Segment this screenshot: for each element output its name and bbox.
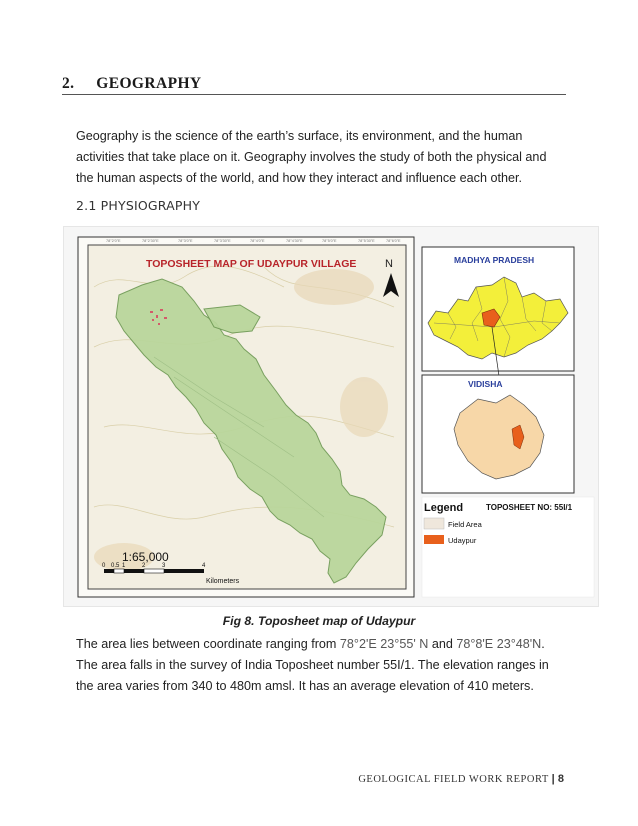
page-footer (358, 773, 564, 785)
legend-swatch-udaypur (424, 535, 444, 544)
svg-text:78°2'30"E: 78°2'30"E (142, 239, 159, 243)
subsection-heading: 2.1 PHYSIOGRAPHY (76, 198, 201, 213)
svg-text:78°6'0"E: 78°6'0"E (386, 239, 401, 243)
svg-text:4: 4 (202, 563, 206, 569)
inset-district-label: VIDISHA (468, 379, 503, 389)
svg-text:78°3'30"E: 78°3'30"E (214, 239, 231, 243)
svg-text:78°2'0"E: 78°2'0"E (106, 239, 121, 243)
footer-separator: | (551, 773, 555, 785)
svg-text:0.5: 0.5 (111, 563, 120, 569)
body-text-2: and (428, 637, 457, 651)
section-title: GEOGRAPHY (96, 75, 202, 92)
intro-paragraph: Geography is the science of the earth’s surface, its environment, and the human activities that take place on it. Geography involves the study of both the physical and the human aspects of the world, and how they interact and influence each other. (76, 129, 547, 185)
page-number: 8 (557, 773, 564, 785)
svg-text:78°4'30"E: 78°4'30"E (286, 239, 303, 243)
coordinate-start: 78°2'E 23°55' N (339, 637, 429, 651)
north-label: N (385, 258, 393, 270)
scale-unit: Kilometers (206, 578, 240, 585)
body-text-1: The area lies between coordinate ranging from (76, 637, 340, 651)
svg-text:2: 2 (142, 563, 146, 569)
toposheet-figure (63, 226, 599, 607)
legend-swatch-field-area (424, 518, 444, 529)
legend-label-udaypur: Udaypur (448, 536, 477, 545)
figure-graphic (64, 227, 598, 606)
svg-text:78°3'0"E: 78°3'0"E (178, 239, 193, 243)
section-heading (62, 75, 202, 93)
section-number: 2. (62, 75, 75, 92)
svg-text:0: 0 (102, 563, 106, 569)
svg-text:78°5'0"E: 78°5'0"E (322, 239, 337, 243)
legend-label-field-area: Field Area (448, 520, 482, 529)
scale-bar (104, 569, 204, 573)
map-title: TOPOSHEET MAP OF UDAYPUR VILLAGE (146, 258, 357, 270)
inset-state-label: MADHYA PRADESH (454, 255, 535, 265)
figure-caption: Fig 8. Toposheet map of Udaypur (222, 614, 416, 628)
footer-report-title: GEOLOGICAL FIELD WORK REPORT (358, 774, 549, 785)
svg-text:3: 3 (162, 563, 166, 569)
body-paragraph (76, 634, 566, 697)
toposheet-number: TOPOSHEET NO: 55I/1 (486, 503, 573, 512)
svg-text:1: 1 (122, 563, 126, 569)
coordinate-end: 78°8'E 23°48'N (456, 637, 542, 651)
heading-rule (62, 94, 566, 95)
legend-title: Legend (424, 502, 464, 514)
svg-text:78°4'0"E: 78°4'0"E (250, 239, 265, 243)
svg-text:78°5'30"E: 78°5'30"E (358, 239, 375, 243)
body-text-3: . The area falls in the survey of India Toposheet number 55I/1. The elevation ranges in the area varies from 340 to 480m amsl. It has an average elevation of 410 meters. (76, 637, 549, 693)
scale-ratio: 1:65,000 (122, 550, 169, 564)
